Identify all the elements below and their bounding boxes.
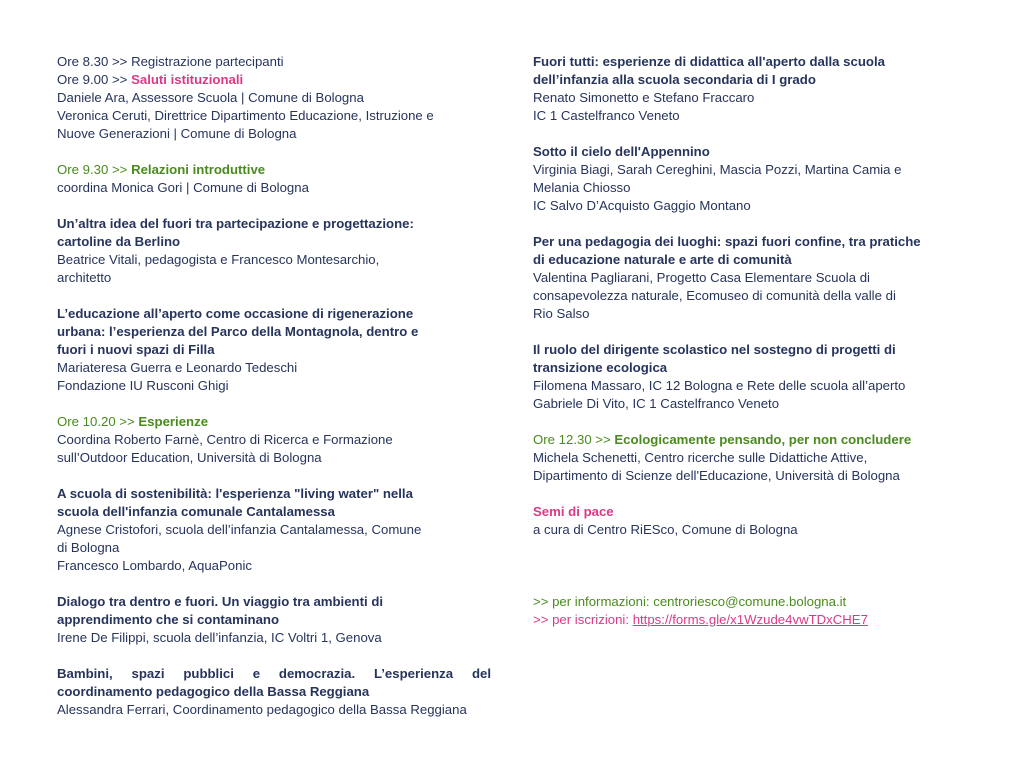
closing-title: Ecologicamente pensando, per non concludere (614, 432, 912, 447)
talk-berlino (57, 215, 491, 287)
left-column (57, 53, 491, 719)
semi-title: Semi di pace (533, 504, 614, 519)
talk-appennino (533, 143, 965, 215)
talk-title-cont: cartoline da Berlino (57, 234, 181, 249)
intro-block (57, 53, 491, 143)
talk-speakers: Alessandra Ferrari, Coordinamento pedagogico della Bassa Reggiana (57, 702, 467, 717)
talk-dialogo (57, 593, 491, 647)
talk-speakers: Irene De Filippi, scuola dell’infanzia, IC Voltri 1, Genova (57, 630, 382, 645)
iscrizioni-link[interactable]: https://forms.gle/x1Wzude4vwTDxCHE7 (632, 612, 868, 627)
relazioni-block (57, 161, 491, 197)
talk-speakers-cont: IC Salvo D’Acquisto Gaggio Montano (533, 198, 751, 213)
talk-speakers-cont: Francesco Lombardo, AquaPonic (57, 558, 252, 573)
talk-title: Bambini, spazi pubblici e democrazia. L’esperienza del coordinamento pedagogico della Bassa Reggiana (57, 666, 491, 699)
talk-speakers-cont: architetto (57, 270, 112, 285)
talk-speakers: Virginia Biagi, Sarah Cereghini, Mascia Pozzi, Martina Camia e (533, 162, 902, 177)
time-0930: Ore 9.30 >> Relazioni introduttive (57, 162, 266, 177)
semi-curator: a cura di Centro RiESco, Comune di Bologna (533, 522, 798, 537)
talk-title: Per una pedagogia dei luoghi: spazi fuori confine, tra pratiche (533, 234, 921, 249)
talk-montagnola (57, 305, 491, 395)
talk-title-cont: apprendimento che si contaminano (57, 612, 280, 627)
spacer (533, 557, 965, 593)
speaker-ceruti: Veronica Ceruti, Direttrice Dipartimento Educazione, Istruzione e (57, 108, 434, 123)
closing-speakers-cont: Dipartimento di Scienze dell'Educazione, Università di Bologna (533, 468, 900, 483)
esperienze-block (57, 413, 491, 467)
talk-democrazia (57, 665, 491, 719)
talk-speakers-cont: IC 1 Castelfranco Veneto (533, 108, 680, 123)
talk-speakers-cont: Gabriele Di Vito, IC 1 Castelfranco Veneto (533, 396, 780, 411)
talk-speakers-cont: consapevolezza naturale, Ecomuseo di comunità della valle di (533, 288, 896, 303)
talk-title: Sotto il cielo dell'Appennino (533, 144, 710, 159)
talk-dirigente (533, 341, 965, 413)
talk-speakers-cont: di Bologna (57, 540, 120, 555)
talk-title-cont: urbana: l’esperienza del Parco della Montagnola, dentro e (57, 324, 419, 339)
talk-title: A scuola di sostenibilità: l'esperienza "living water" nella (57, 486, 413, 501)
time-1020: Ore 10.20 >> Esperienze (57, 414, 209, 429)
talk-title-cont: fuori i nuovi spazi di Filla (57, 342, 215, 357)
talk-speakers-cont: Fondazione IU Rusconi Ghigi (57, 378, 229, 393)
time-1230: Ore 12.30 >> Ecologicamente pensando, per non concludere (533, 432, 912, 447)
closing-block (533, 431, 965, 485)
talk-title-cont: dell’infanzia alla scuola secondaria di I grado (533, 72, 816, 87)
talk-speakers: Filomena Massaro, IC 12 Bologna e Rete delle scuola all’aperto (533, 378, 906, 393)
talk-speakers: Agnese Cristofori, scuola dell’infanzia Cantalamessa, Comune (57, 522, 422, 537)
semi-di-pace-block (533, 503, 965, 539)
info-block (533, 593, 965, 629)
talk-title-cont: transizione ecologica (533, 360, 668, 375)
speaker-ceruti-cont: Nuove Generazioni | Comune di Bologna (57, 126, 297, 141)
talk-title: Un’altra idea del fuori tra partecipazione e progettazione: (57, 216, 414, 231)
relazioni-title: Relazioni introduttive (131, 162, 266, 177)
saluti-title: Saluti istituzionali (131, 72, 244, 87)
esperienze-coord: Coordina Roberto Farnè, Centro di Ricerca e Formazione (57, 432, 393, 447)
talk-title: Dialogo tra dentro e fuori. Un viaggio tra ambienti di (57, 594, 384, 609)
esperienze-coord-cont: sull’Outdoor Education, Università di Bologna (57, 450, 322, 465)
time-0830: Ore 8.30 >> Registrazione partecipanti (57, 54, 284, 69)
talk-fuori-tutti (533, 53, 965, 125)
talk-speakers-cont: Melania Chiosso (533, 180, 631, 195)
iscrizioni-line: >> per iscrizioni: https://forms.gle/x1Wzude4vwTDxCHE7 (533, 612, 868, 627)
talk-title: L’educazione all’aperto come occasione di rigenerazione (57, 306, 414, 321)
talk-speakers: Beatrice Vitali, pedagogista e Francesco Montesarchio, (57, 252, 380, 267)
info-line: >> per informazioni: centroriesco@comune.bologna.it (533, 594, 847, 609)
speaker-ara: Daniele Ara, Assessore Scuola | Comune di Bologna (57, 90, 364, 105)
talk-pedagogia-luoghi (533, 233, 965, 323)
relazioni-coord: coordina Monica Gori | Comune di Bologna (57, 180, 309, 195)
talk-speakers: Renato Simonetto e Stefano Fraccaro (533, 90, 755, 105)
talk-title: Fuori tutti: esperienze di didattica all'aperto dalla scuola (533, 54, 885, 69)
time-0900: Ore 9.00 >> Saluti istituzionali (57, 72, 244, 87)
info-email-link[interactable]: centroriesco@comune.bologna.it (653, 594, 847, 609)
talk-title-cont: di educazione naturale e arte di comunità (533, 252, 792, 267)
talk-speakers: Valentina Pagliarani, Progetto Casa Elementare Scuola di (533, 270, 870, 285)
closing-speakers: Michela Schenetti, Centro ricerche sulle Didattiche Attive, (533, 450, 868, 465)
talk-title-cont: scuola dell'infanzia comunale Cantalamessa (57, 504, 335, 519)
talk-speakers-cont: Rio Salso (533, 306, 590, 321)
esperienze-title: Esperienze (138, 414, 209, 429)
right-column (533, 53, 965, 629)
talk-speakers: Mariateresa Guerra e Leonardo Tedeschi (57, 360, 298, 375)
talk-living-water (57, 485, 491, 575)
talk-title: Il ruolo del dirigente scolastico nel sostegno di progetti di (533, 342, 896, 357)
